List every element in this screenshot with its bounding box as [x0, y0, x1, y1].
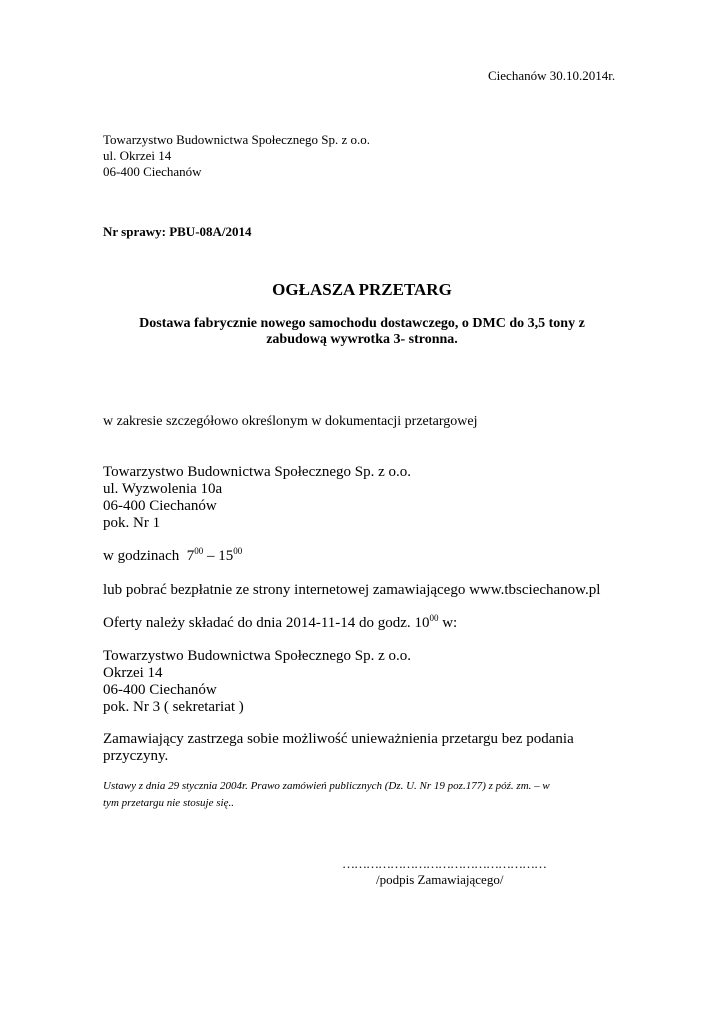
- signature-label: /podpis Zamawiającego/: [376, 872, 504, 887]
- subject-line1: Dostawa fabrycznie nowego samochodu dostawczego, o DMC do 3,5 tony z: [139, 316, 585, 331]
- legal-note-line1: Ustawy z dnia 29 stycznia 2004r. Prawo zamówień publicznych (Dz. U. Nr 19 poz.177) z póź. zm. – w: [103, 780, 550, 792]
- reservation-line2: przyczyny.: [103, 748, 169, 764]
- header-address-line3: 06-400 Ciechanów: [103, 164, 202, 179]
- header-address-line2: ul. Okrzei 14: [103, 148, 172, 163]
- offers-suffix: w:: [438, 615, 458, 631]
- docs-address-line2: ul. Wyzwolenia 10a: [103, 481, 223, 497]
- offer-address-line1: Towarzystwo Budownictwa Społecznego Sp. z o.o.: [103, 648, 412, 664]
- case-number: Nr sprawy: PBU-08A/2014: [103, 224, 252, 239]
- download-text: lub pobrać bezpłatnie ze strony internetowej zamawiającego www.tbsciechanow.pl: [103, 582, 601, 598]
- docs-address-line3: 06-400 Ciechanów: [103, 498, 217, 514]
- hours-dash: –: [203, 548, 219, 564]
- reservation-line1: Zamawiający zastrzega sobie możliwość unieważnienia przetargu bez podania: [103, 731, 574, 747]
- legal-note-line2: tym przetargu nie stosuje się..: [103, 797, 234, 809]
- offer-address-line2: Okrzei 14: [103, 665, 163, 681]
- page-title: OGŁASZA PRZETARG: [272, 280, 452, 299]
- docs-address-line4: pok. Nr 1: [103, 515, 161, 531]
- offer-address-line4: pok. Nr 3 ( sekretariat ): [103, 699, 244, 715]
- signature-line: ……………………………………………: [342, 856, 546, 871]
- offer-address-line3: 06-400 Ciechanów: [103, 682, 217, 698]
- hours-end-minutes: 00: [233, 546, 243, 556]
- hours-start-minutes: 00: [194, 546, 204, 556]
- place-date: Ciechanów 30.10.2014r.: [488, 68, 616, 83]
- hours-prefix: w godzinach: [103, 548, 187, 564]
- offers-hour-minutes: 00: [429, 613, 439, 623]
- header-address-line1: Towarzystwo Budownictwa Społecznego Sp. z o.o.: [103, 132, 370, 147]
- subject-line2: zabudową wywrotka 3- stronna.: [266, 332, 458, 347]
- hours-end: 15: [218, 548, 234, 564]
- offers-hour: 10: [414, 615, 430, 631]
- docs-address-line1: Towarzystwo Budownictwa Społecznego Sp. z o.o.: [103, 464, 412, 480]
- offers-prefix: Oferty należy składać do dnia 2014-11-14 do godz.: [103, 615, 415, 631]
- office-hours: [103, 547, 242, 566]
- scope-text: w zakresie szczegółowo określonym w dokumentacji przetargowej: [103, 414, 478, 429]
- offers-deadline: [103, 614, 457, 633]
- hours-start: 7: [186, 548, 195, 564]
